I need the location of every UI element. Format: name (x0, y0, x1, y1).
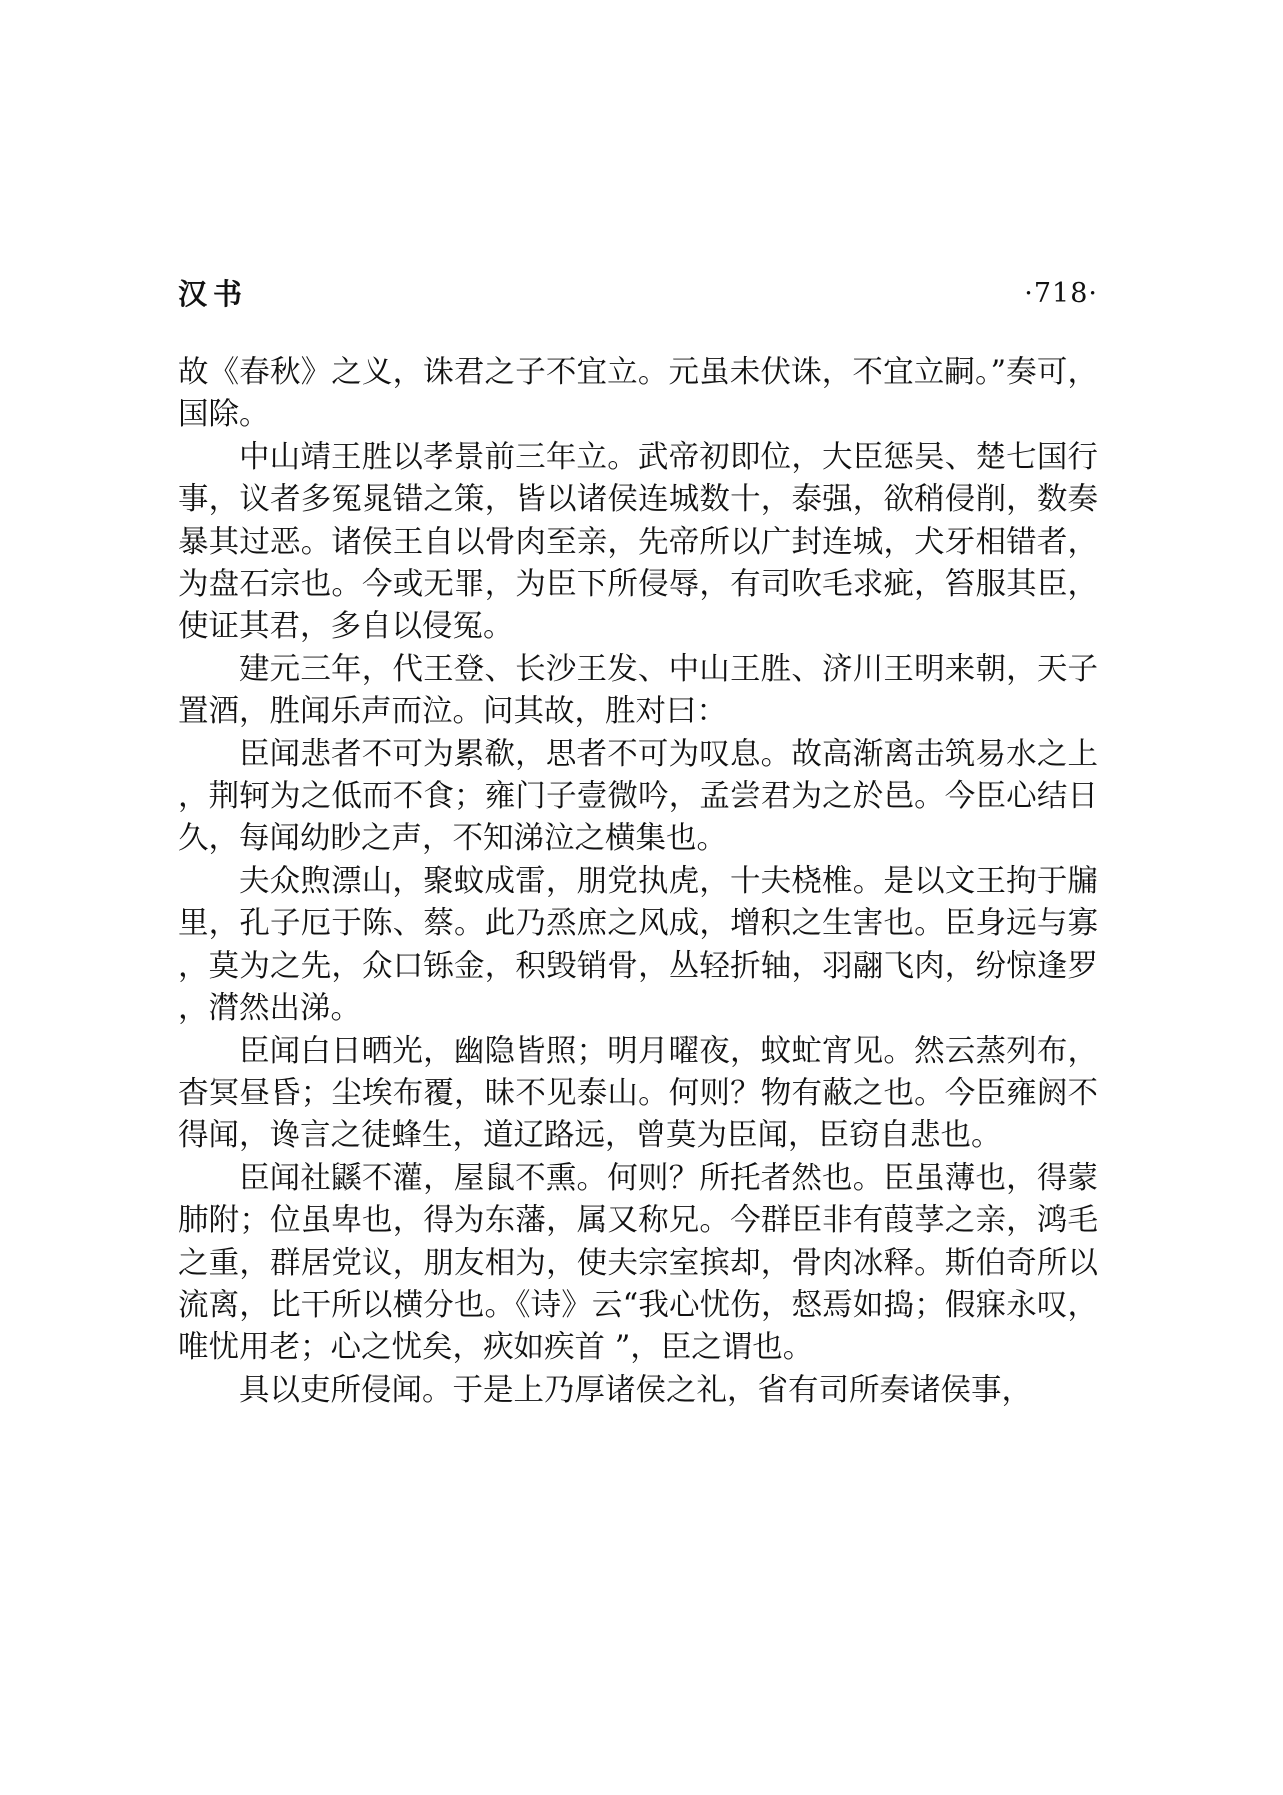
body-text (178, 352, 1098, 1412)
document-page (178, 0, 1098, 1795)
paragraph: 建元三年，代王登、长沙王发、中山王胜、济川王明来朝，天子置酒，胜闻乐声而泣。问其故，胜对曰： (178, 651, 1098, 730)
paragraph: 夫众煦漂山，聚蚊成雷，朋党执虎，十夫桡椎。是以文王拘于牖里，孔子厄于陈、蔡。此乃烝庶之风成，增积之生害也。臣身远与寡，莫为之先，众口铄金，积毁销骨，丛轻折轴，羽翮飞肉，纷惊逢罗，潸然出涕。 (178, 863, 1098, 1027)
book-title: 汉书 (178, 277, 249, 311)
page-number: ·718· (1024, 278, 1098, 309)
paragraph: 臣闻社鼷不灌，屋鼠不熏。何则？所托者然也。臣虽薄也，得蒙肺附；位虽卑也，得为东藩，属又称兄。今群臣非有葭莩之亲，鸿毛之重，群居党议，朋友相为，使夫宗室摈却，骨肉冰释。斯伯奇所以流离，比干所以横分也。《诗》云“我心忧伤，惄焉如捣；假寐永叹，唯忧用老；心之忧矣，疢如疾首 ”，臣之谓也。 (178, 1160, 1098, 1366)
paragraph-continued: 故《春秋》之义，诛君之子不宜立。元虽未伏诛，不宜立嗣。”奏可，国除。 (178, 355, 1098, 433)
running-header (178, 272, 1098, 316)
paragraph: 臣闻白日晒光，幽隐皆照；明月曜夜，蚊虻宵见。然云蒸列布，杳冥昼昏；尘埃布覆，昧不见泰山。何则？物有蔽之也。今臣雍阏不得闻，谗言之徒蜂生，道辽路远，曾莫为臣闻，臣窃自悲也。 (178, 1033, 1098, 1154)
paragraph: 中山靖王胜以孝景前三年立。武帝初即位，大臣惩吴、楚七国行事，议者多冤晁错之策，皆以诸侯连城数十，泰强，欲稍侵削，数奏暴其过恶。诸侯王自以骨肉至亲，先帝所以广封连城，犬牙相错者，为盘石宗也。今或无罪，为臣下所侵辱，有司吹毛求疵，笞服其臣，使证其君，多自以侵冤。 (178, 439, 1098, 645)
paragraph: 具以吏所侵闻。于是上乃厚诸侯之礼，省有司所奏诸侯事， (239, 1372, 1032, 1408)
paragraph: 臣闻悲者不可为累欷，思者不可为叹息。故高渐离击筑易水之上，荆轲为之低而不食；雍门子壹微吟，孟尝君为之於邑。今臣心结日久，每闻幼眇之声，不知涕泣之横集也。 (178, 736, 1098, 857)
